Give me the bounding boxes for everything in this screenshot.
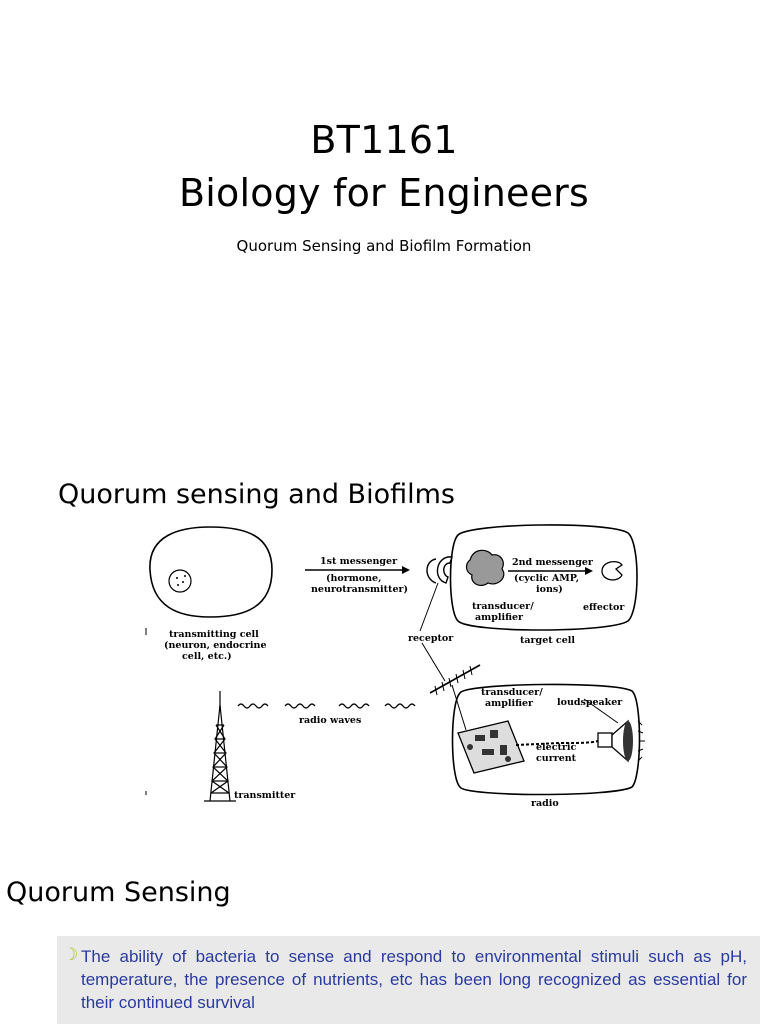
transducer-label-1: transducer/ bbox=[472, 601, 534, 612]
electric-current-label-2: current bbox=[536, 753, 577, 764]
course-code-title: BT1161 bbox=[310, 118, 458, 162]
receptor-label: receptor bbox=[408, 633, 454, 644]
transducer-amplifier-shape bbox=[467, 550, 504, 585]
effector-label: effector bbox=[583, 602, 625, 613]
electric-current-label-1: electric bbox=[536, 742, 577, 753]
radio-waves-label: radio waves bbox=[299, 715, 362, 726]
first-messenger-examples-2: neurotransmitter) bbox=[311, 584, 408, 595]
transmitting-cell-label-1: transmitting cell bbox=[169, 629, 259, 640]
transmitting-cell-nucleus bbox=[169, 570, 191, 592]
bullet-paragraph: The ability of bacteria to sense and respond to environmental stimuli such as pH, temperature, the presence of nutrients, etc has been long recognized as essential for their continued survival bbox=[81, 947, 747, 1012]
transmitter-label: transmitter bbox=[234, 790, 296, 801]
radio-label: radio bbox=[531, 798, 559, 809]
radio-transducer-label-2: amplifier bbox=[485, 698, 534, 709]
effector-shape bbox=[602, 562, 622, 580]
cell-signaling-radio-analogy-diagram bbox=[140, 515, 650, 815]
transmitter-tower bbox=[204, 691, 236, 801]
radio-waves bbox=[238, 704, 415, 708]
transmitting-cell-label-2: (neuron, endocrine bbox=[164, 640, 267, 651]
target-cell-label: target cell bbox=[520, 635, 575, 646]
loudspeaker-shape bbox=[598, 721, 633, 761]
slide-heading-quorum-biofilms: Quorum sensing and Biofilms bbox=[58, 479, 455, 510]
slide-heading-quorum-sensing: Quorum Sensing bbox=[6, 877, 231, 908]
transducer-label-2: amplifier bbox=[475, 612, 524, 623]
first-messenger-label: 1st messenger bbox=[320, 556, 398, 567]
first-messenger-examples-1: (hormone, bbox=[326, 573, 382, 584]
lecture-topic-subtitle: Quorum Sensing and Biofilm Formation bbox=[236, 237, 532, 255]
radio-transducer-label-1: transducer/ bbox=[481, 687, 543, 698]
transmitting-cell-label-3: cell, etc.) bbox=[182, 651, 232, 662]
moon-bullet-icon: ☽ bbox=[63, 945, 79, 965]
transmitting-cell-outline bbox=[150, 527, 272, 617]
second-messenger-label: 2nd messenger bbox=[512, 557, 593, 568]
second-messenger-examples-2: ions) bbox=[536, 584, 563, 595]
course-name-title: Biology for Engineers bbox=[179, 171, 589, 215]
loudspeaker-label: loudspeaker bbox=[557, 697, 623, 708]
second-messenger-examples-1: (cyclic AMP, bbox=[514, 573, 580, 584]
